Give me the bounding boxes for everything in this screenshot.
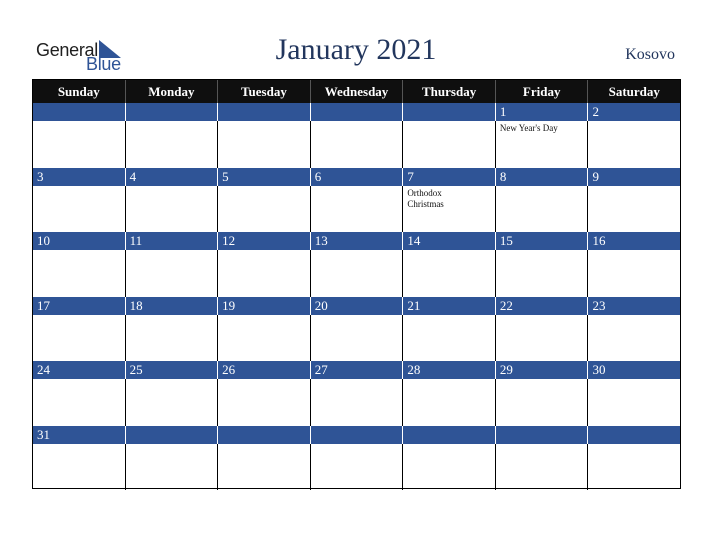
day-cell — [496, 250, 589, 297]
day-cell — [588, 250, 680, 297]
day-number: 14 — [403, 232, 496, 250]
day-number: 28 — [403, 361, 496, 379]
day-cell — [496, 444, 589, 491]
calendar-week-row — [33, 426, 680, 491]
day-number: 26 — [218, 361, 311, 379]
day-cell — [218, 186, 311, 233]
day-cell — [403, 379, 496, 426]
day-number: 18 — [126, 297, 219, 315]
day-number: 19 — [218, 297, 311, 315]
calendar-week-row — [33, 232, 680, 297]
calendar-grid — [32, 79, 681, 489]
day-cell — [126, 315, 219, 362]
day-cell — [126, 379, 219, 426]
day-cell — [403, 315, 496, 362]
day-cells-row — [33, 250, 680, 297]
day-cell — [403, 121, 496, 168]
day-number: 30 — [592, 362, 606, 377]
day-number: 22 — [496, 297, 589, 315]
day-number — [126, 103, 219, 121]
day-cell — [311, 250, 404, 297]
day-cell — [311, 186, 404, 233]
day-cell — [33, 186, 126, 233]
day-cell — [496, 315, 589, 362]
day-cell — [126, 186, 219, 233]
day-number-bar — [33, 232, 680, 250]
day-number: 29 — [496, 361, 589, 379]
day-cell — [126, 444, 219, 491]
day-cell — [33, 444, 126, 491]
day-number: 25 — [126, 361, 219, 379]
day-cell — [218, 444, 311, 491]
day-number-bar — [33, 426, 680, 444]
day-number-bar — [33, 103, 680, 121]
day-cells-row — [33, 186, 680, 233]
day-number-bar — [33, 361, 680, 379]
calendar-week-row — [33, 103, 680, 168]
day-number: 13 — [311, 232, 404, 250]
logo-text-blue: Blue — [86, 54, 121, 74]
weekday-header: Monday — [126, 80, 219, 103]
weekday-header: Saturday — [608, 84, 660, 99]
day-number: 7 — [403, 168, 496, 186]
day-cell — [403, 186, 496, 233]
day-cell — [126, 121, 219, 168]
day-cell — [218, 379, 311, 426]
day-cells-row — [33, 121, 680, 168]
day-number — [218, 426, 311, 444]
day-cell — [311, 444, 404, 491]
day-number — [403, 103, 496, 121]
page-title: January 2021 — [275, 33, 437, 66]
day-cell — [218, 121, 311, 168]
day-cell — [588, 186, 680, 233]
day-cells-row — [33, 315, 680, 362]
weekday-header: Friday — [496, 80, 589, 103]
day-cell — [588, 379, 680, 426]
day-number — [311, 103, 404, 121]
day-cell — [403, 444, 496, 491]
day-cell — [496, 379, 589, 426]
day-number: 4 — [126, 168, 219, 186]
day-cell — [33, 315, 126, 362]
day-number-bar — [33, 297, 680, 315]
logo-text-general: General — [36, 40, 98, 60]
day-number — [311, 426, 404, 444]
weekday-header: Tuesday — [218, 80, 311, 103]
day-number — [218, 103, 311, 121]
day-cell — [588, 315, 680, 362]
day-number: 23 — [592, 297, 606, 313]
day-cell — [218, 315, 311, 362]
day-cell — [496, 121, 589, 168]
weekday-header: Thursday — [403, 80, 496, 103]
day-number — [403, 426, 496, 444]
holiday-label: New Year's Day — [499, 123, 558, 133]
day-number: 11 — [126, 232, 219, 250]
day-number: 31 — [33, 426, 126, 444]
day-number: 21 — [403, 297, 496, 315]
day-number — [33, 103, 126, 121]
day-cell — [311, 315, 404, 362]
day-number: 17 — [33, 297, 126, 315]
day-number-bar — [33, 168, 680, 186]
day-cell — [33, 379, 126, 426]
day-cell — [218, 250, 311, 297]
day-number — [588, 426, 680, 444]
day-number: 24 — [33, 361, 126, 379]
holiday-label: Orthodox Christmas — [407, 187, 444, 209]
day-number: 16 — [592, 233, 606, 248]
calendar-weeks — [33, 103, 680, 490]
day-cell — [33, 250, 126, 297]
calendar-week-row — [33, 361, 680, 426]
day-cell — [311, 379, 404, 426]
weekday-header: Sunday — [33, 80, 126, 103]
day-number: 9 — [592, 168, 599, 184]
day-number: 3 — [33, 168, 126, 186]
weekday-header-row — [33, 80, 680, 103]
calendar-week-row — [33, 168, 680, 233]
day-number: 1 — [496, 103, 589, 121]
day-number: 2 — [592, 104, 599, 119]
day-number: 10 — [33, 232, 126, 250]
weekday-header: Wednesday — [311, 80, 404, 103]
day-cell — [588, 121, 680, 168]
day-cell — [496, 186, 589, 233]
day-cells-row — [33, 379, 680, 426]
day-cell — [403, 250, 496, 297]
day-number: 6 — [311, 168, 404, 186]
day-cell — [33, 121, 126, 168]
day-number: 12 — [218, 232, 311, 250]
day-number: 20 — [311, 297, 404, 315]
day-number: 8 — [496, 168, 589, 186]
day-number — [496, 426, 589, 444]
day-cell — [311, 121, 404, 168]
calendar-week-row — [33, 297, 680, 362]
day-number: 5 — [218, 168, 311, 186]
day-number — [126, 426, 219, 444]
country-label: Kosovo — [625, 46, 675, 63]
day-cell — [126, 250, 219, 297]
day-number: 15 — [496, 232, 589, 250]
day-number: 27 — [311, 361, 404, 379]
day-cell — [588, 444, 680, 491]
day-cells-row — [33, 444, 680, 491]
